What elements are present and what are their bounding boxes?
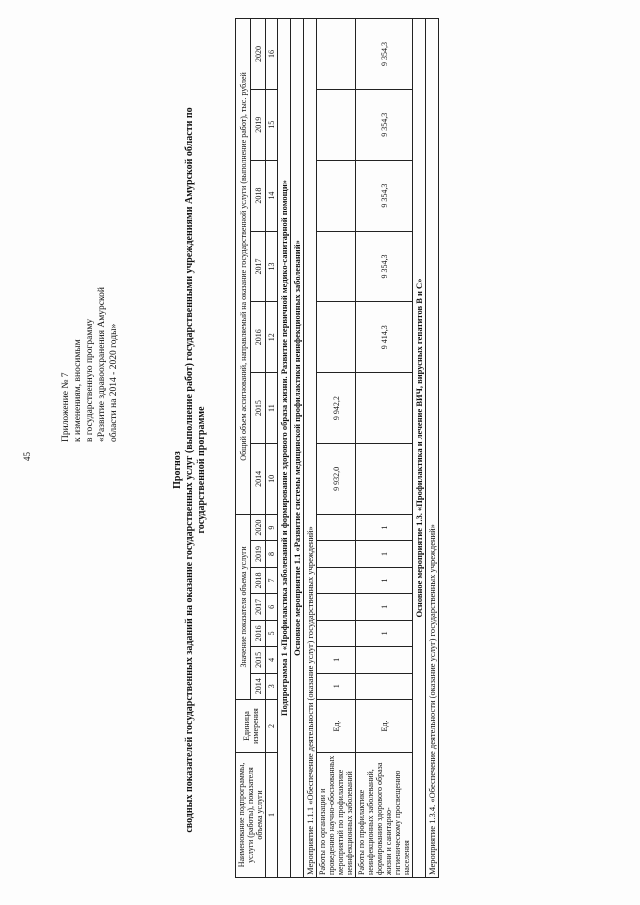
col-number: 12 [266,302,278,373]
col-number: 10 [266,444,278,515]
row-finance [317,160,356,231]
row-finance [317,89,356,160]
row-value: 1 [356,620,413,646]
row-value: 1 [356,514,413,540]
col-number: 6 [266,594,278,620]
row-value: 1 [317,647,356,673]
row-finance: 9 354,3 [356,19,413,90]
year-header: 2017 [251,594,266,620]
year-header: 2019 [251,541,266,567]
row-value [317,620,356,646]
row-finance [356,373,413,444]
col-number: 4 [266,647,278,673]
year-header: 2016 [251,302,266,373]
row-unit: Ед. [317,700,356,753]
row-value [356,647,413,673]
header-finance: Общий объем ассигнований, направляемый на оказание государственной услуги (выполнение работ), тыс. рублей [236,19,251,515]
appendix-line: в государственную программу [85,318,95,442]
year-header: 2015 [251,647,266,673]
appendix-line: «Развитие здравоохранения Амурской [97,287,107,442]
col-number: 14 [266,160,278,231]
year-header: 2015 [251,373,266,444]
row-value [317,594,356,620]
row-value: 1 [317,673,356,699]
year-header: 2014 [251,673,266,699]
year-header: 2014 [251,444,266,515]
col-number: 3 [266,673,278,699]
measure-heading: Мероприятие 1.3.4. «Обеспечение деятельности (оказание услуг) государственных учреждений» [426,19,439,878]
appendix-note [60,112,120,442]
row-value [356,673,413,699]
year-header: 2016 [251,620,266,646]
appendix-line: к изменениям, вносимым [73,339,83,442]
col-number: 8 [266,541,278,567]
col-number: 15 [266,89,278,160]
row-finance: 9 354,3 [356,231,413,302]
col-number: 16 [266,19,278,90]
col-number: 5 [266,620,278,646]
row-value: 1 [356,567,413,593]
table-row [317,19,356,878]
measure-heading: Мероприятие 1.1.1 «Обеспечение деятельности (оказание услуг) государственных учреждений» [304,19,317,878]
row-finance [317,302,356,373]
row-finance: 9 942,2 [317,373,356,444]
col-number: 2 [266,700,278,753]
col-number: 1 [266,753,278,878]
year-header: 2020 [251,19,266,90]
header-volume: Значение показателя объема услуги [236,514,251,699]
main-measure-heading: Основное мероприятие 1.1 «Развитие системы медицинской профилактики неинфекционных заболеваний» [291,19,304,878]
row-finance [317,231,356,302]
year-header: 2018 [251,567,266,593]
title-line: сводных показателей государственных заданий на оказание государственных услуг (выполнение работ) государственными учреждениями Амурской области по [184,107,195,833]
row-value: 1 [356,594,413,620]
table-row [356,19,413,878]
appendix-line: области на 2014 - 2020 годы» [109,323,119,442]
title-line: Прогноз [172,451,183,489]
col-number: 13 [266,231,278,302]
row-value [317,541,356,567]
row-name: Работы по профилактике неинфекционных заболеваний, формированию здорового образа жизни и санитарно-гигиеническому просвещению населения [356,753,413,878]
document-title [172,90,208,850]
row-finance: 9 354,3 [356,89,413,160]
main-measure-heading: Основное мероприятие 1.3. «Профилактика и лечение ВИЧ, вирусных гепатитов В и С» [413,19,426,878]
forecast-table [235,18,565,878]
row-value [317,514,356,540]
row-finance: 9 354,3 [356,160,413,231]
title-line: государственной программе [196,406,207,534]
row-finance [317,19,356,90]
row-finance: 9 932,0 [317,444,356,515]
year-header: 2017 [251,231,266,302]
row-name: Работы по организации и проведению научно-обоснованных мероприятий по профилактике неинфекционных заболеваний [317,753,356,878]
col-number: 9 [266,514,278,540]
row-finance [356,444,413,515]
header-name: Наименование подпрограммы, услуги (работы), показателя объема услуги [236,753,266,878]
col-number: 7 [266,567,278,593]
appendix-line: Приложение № 7 [61,372,71,442]
header-unit: Единица измерения [236,700,266,753]
year-header: 2019 [251,89,266,160]
row-unit: Ед. [356,700,413,753]
col-number: 11 [266,373,278,444]
row-finance: 9 414,3 [356,302,413,373]
year-header: 2018 [251,160,266,231]
row-value [317,567,356,593]
row-value: 1 [356,541,413,567]
year-header: 2020 [251,514,266,540]
page-number: 45 [22,452,32,461]
subprogram-heading: Подпрограмма 1 «Профилактика заболеваний и формирование здорового образа жизни. Развитие первичной медико-санитарной помощи» [278,19,291,878]
